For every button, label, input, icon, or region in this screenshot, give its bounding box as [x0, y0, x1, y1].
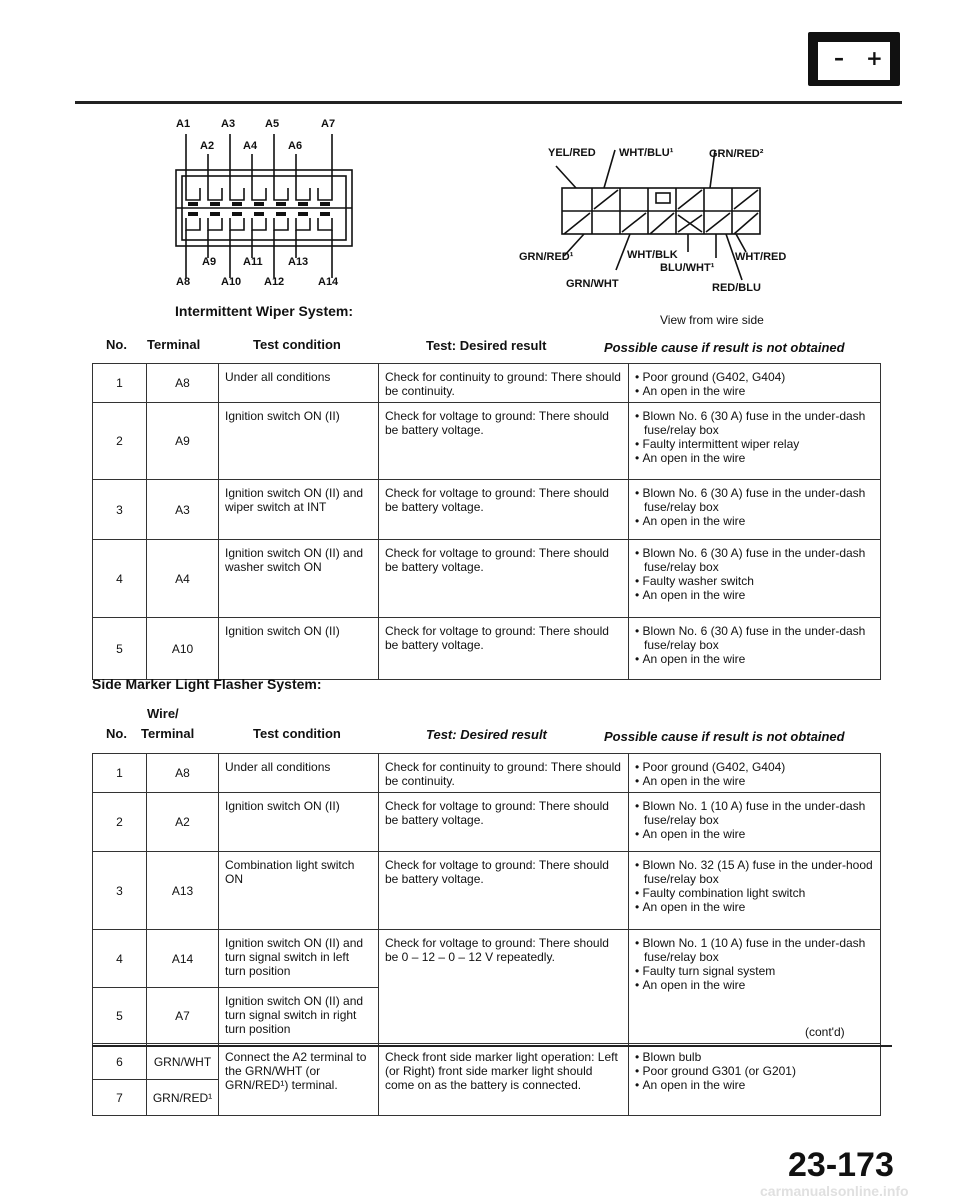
- row-causes: [629, 618, 881, 680]
- pin-label-a10: A10: [221, 276, 242, 288]
- wiper-col-condition: Test condition: [253, 337, 341, 352]
- wire-label-grn-red1: GRN/RED¹: [519, 251, 574, 263]
- row-result: Check for voltage to ground: There should be battery voltage.: [379, 540, 629, 618]
- watermark-text: carmanualsonline.info: [760, 1183, 909, 1199]
- battery-negative-sign: –: [834, 46, 844, 70]
- row-no: 3: [93, 852, 147, 930]
- pin-label-a13: A13: [288, 256, 309, 268]
- side-marker-col-cause: Possible cause if result is not obtained: [604, 729, 845, 744]
- wiper-col-terminal: Terminal: [147, 337, 201, 352]
- cause-item: • An open in the wire: [635, 1078, 874, 1092]
- cause-item: • Poor ground (G402, G404): [635, 370, 874, 384]
- row-causes: [629, 364, 881, 403]
- row-condition: Ignition switch ON (II) and washer switch ON: [219, 540, 379, 618]
- cause-item: • Poor ground (G402, G404): [635, 760, 874, 774]
- wire-label-blu-wht: BLU/WHT¹: [660, 262, 715, 274]
- continued-note: (cont'd): [805, 1025, 845, 1039]
- table-row: [93, 852, 881, 930]
- table-row: [93, 480, 881, 540]
- cause-item: • An open in the wire: [635, 588, 874, 602]
- pin-label-a7: A7: [321, 118, 336, 130]
- page-number: 23-173: [788, 1146, 894, 1184]
- row-causes: [629, 793, 881, 852]
- view-note: View from wire side: [660, 313, 764, 327]
- row-result: Check for continuity to ground: There should be continuity.: [379, 754, 629, 793]
- row-condition: Ignition switch ON (II) and wiper switch at INT: [219, 480, 379, 540]
- row-causes: [629, 403, 881, 480]
- row-no: 6: [93, 1044, 147, 1080]
- table-row: [93, 1044, 881, 1080]
- cause-item: • An open in the wire: [635, 384, 874, 398]
- row-terminal: GRN/RED¹: [147, 1080, 219, 1116]
- cause-item: • Blown No. 32 (15 A) fuse in the under-hood fuse/relay box: [635, 858, 874, 886]
- row-result: Check for voltage to ground: There should be battery voltage.: [379, 852, 629, 930]
- row-result: Check for continuity to ground: There should be continuity.: [379, 364, 629, 403]
- row-no: 1: [93, 754, 147, 793]
- table-row: [93, 403, 881, 480]
- side-marker-col-wire: Wire/: [147, 706, 179, 721]
- wire-label-wht-red: WHT/RED: [735, 251, 787, 263]
- row-condition: Ignition switch ON (II) and turn signal switch in left turn position: [219, 930, 379, 988]
- side-marker-col-result: Test: Desired result: [426, 727, 547, 742]
- row-result: Check for voltage to ground: There should be battery voltage.: [379, 403, 629, 480]
- cause-item: • Blown No. 6 (30 A) fuse in the under-dash fuse/relay box: [635, 486, 874, 514]
- pin-label-a2: A2: [200, 140, 215, 152]
- pin-label-a4: A4: [243, 140, 258, 152]
- cause-item: • Faulty washer switch: [635, 574, 874, 588]
- cause-item: • Blown No. 6 (30 A) fuse in the under-dash fuse/relay box: [635, 546, 874, 574]
- side-marker-col-no: No.: [106, 726, 127, 741]
- wiper-col-result: Test: Desired result: [426, 338, 547, 353]
- cause-item: • Faulty intermittent wiper relay: [635, 437, 874, 451]
- battery-icon: [808, 32, 900, 86]
- pin-label-a9: A9: [202, 256, 217, 268]
- cause-item: • An open in the wire: [635, 652, 874, 666]
- table-row: [93, 540, 881, 618]
- row-terminal: A8: [147, 364, 219, 403]
- row-condition: Under all conditions: [219, 364, 379, 403]
- row-condition: Ignition switch ON (II) and turn signal switch in right turn position: [219, 988, 379, 1044]
- wiper-section-title: Intermittent Wiper System:: [175, 303, 354, 319]
- table-row: [93, 364, 881, 403]
- row-terminal: A7: [147, 988, 219, 1044]
- wiper-col-no: No.: [106, 337, 127, 352]
- row-terminal: A10: [147, 618, 219, 680]
- row-terminal: A2: [147, 793, 219, 852]
- row-no: 3: [93, 480, 147, 540]
- wire-label-red-blu: RED/BLU: [712, 282, 761, 294]
- row-no: 7: [93, 1080, 147, 1116]
- row-condition: Ignition switch ON (II): [219, 403, 379, 480]
- battery-positive-sign: +: [866, 46, 883, 70]
- row-condition: Connect the A2 terminal to the GRN/WHT (or GRN/RED¹) terminal.: [219, 1044, 379, 1116]
- row-result: Check for voltage to ground: There should be battery voltage.: [379, 618, 629, 680]
- row-no: 2: [93, 403, 147, 480]
- row-causes: [629, 540, 881, 618]
- cause-item: • An open in the wire: [635, 774, 874, 788]
- table-row: [93, 618, 881, 680]
- row-result: Check front side marker light operation: Left (or Right) front side marker light should come on as the battery is connected.: [379, 1044, 629, 1116]
- row-condition: Under all conditions: [219, 754, 379, 793]
- cause-item: • Blown No. 1 (10 A) fuse in the under-dash fuse/relay box: [635, 936, 874, 964]
- wire-label-wht-blu: WHT/BLU¹: [619, 147, 674, 159]
- table-row: [93, 793, 881, 852]
- row-result: Check for voltage to ground: There should be battery voltage.: [379, 480, 629, 540]
- wire-label-grn-red2: GRN/RED²: [709, 148, 764, 160]
- pin-label-a11: A11: [243, 256, 263, 268]
- cause-item: • Blown No. 1 (10 A) fuse in the under-dash fuse/relay box: [635, 799, 874, 827]
- row-condition: Ignition switch ON (II): [219, 618, 379, 680]
- row-result: Check for voltage to ground: There should be 0 – 12 – 0 – 12 V repeatedly.: [379, 930, 629, 1044]
- row-condition: Combination light switch ON: [219, 852, 379, 930]
- wire-label-wht-blk: WHT/BLK: [627, 249, 678, 261]
- wiper-col-cause: Possible cause if result is not obtained: [604, 340, 845, 355]
- side-marker-table: [92, 753, 881, 1116]
- header-rule: [75, 101, 902, 104]
- row-causes: [629, 852, 881, 930]
- row-terminal: A9: [147, 403, 219, 480]
- pin-label-a6: A6: [288, 140, 303, 152]
- side-marker-col-terminal: Terminal: [141, 726, 195, 741]
- row-causes: [629, 480, 881, 540]
- row-no: 1: [93, 364, 147, 403]
- row-terminal: A8: [147, 754, 219, 793]
- side-marker-col-condition: Test condition: [253, 726, 341, 741]
- cause-item: • Faulty turn signal system: [635, 964, 874, 978]
- side-marker-section-title: Side Marker Light Flasher System:: [92, 676, 322, 692]
- row-no: 4: [93, 540, 147, 618]
- pin-label-a12: A12: [264, 276, 285, 288]
- cause-item: • Blown No. 6 (30 A) fuse in the under-dash fuse/relay box: [635, 624, 874, 652]
- pin-label-a1: A1: [176, 118, 191, 130]
- row-no: 5: [93, 618, 147, 680]
- row-no: 4: [93, 930, 147, 988]
- cause-item: • Blown No. 6 (30 A) fuse in the under-dash fuse/relay box: [635, 409, 874, 437]
- cause-item: • Poor ground G301 (or G201): [635, 1064, 874, 1078]
- row-result: Check for voltage to ground: There should be battery voltage.: [379, 793, 629, 852]
- cause-item: • An open in the wire: [635, 900, 874, 914]
- cause-item: • An open in the wire: [635, 827, 874, 841]
- table-row: [93, 930, 881, 988]
- row-terminal: A4: [147, 540, 219, 618]
- pin-label-a5: A5: [265, 118, 280, 130]
- row-condition: Ignition switch ON (II): [219, 793, 379, 852]
- row-terminal: A14: [147, 930, 219, 988]
- row-terminal: GRN/WHT: [147, 1044, 219, 1080]
- pin-label-a8: A8: [176, 276, 191, 288]
- pin-label-a14: A14: [318, 276, 339, 288]
- row-causes: [629, 754, 881, 793]
- cause-item: • Faulty combination light switch: [635, 886, 874, 900]
- cause-item: • An open in the wire: [635, 514, 874, 528]
- cause-item: • Blown bulb: [635, 1050, 874, 1064]
- row-no: 5: [93, 988, 147, 1044]
- wire-label-grn-wht: GRN/WHT: [566, 278, 619, 290]
- row-causes: [629, 1044, 881, 1116]
- cause-item: • An open in the wire: [635, 451, 874, 465]
- row-no: 2: [93, 793, 147, 852]
- cause-item: • An open in the wire: [635, 978, 874, 992]
- row-terminal: A13: [147, 852, 219, 930]
- row-terminal: A3: [147, 480, 219, 540]
- wire-label-yel-red: YEL/RED: [548, 147, 596, 159]
- wiper-table: [92, 363, 881, 680]
- table-row: [93, 754, 881, 793]
- pin-label-a3: A3: [221, 118, 236, 130]
- footer-rule: [92, 1045, 892, 1047]
